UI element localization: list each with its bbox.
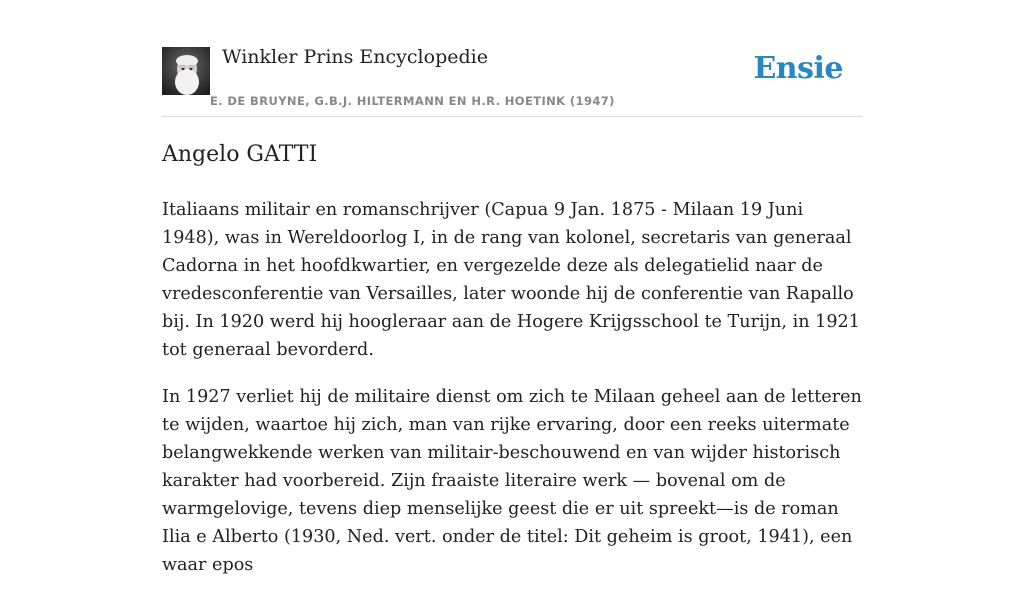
author-avatar-icon (162, 47, 210, 95)
ensie-logo[interactable]: Ensie (753, 51, 843, 86)
article-title: Angelo GATTI (162, 142, 318, 167)
site-header (162, 0, 862, 117)
article-paragraph-2: In 1927 verliet hij de militaire dienst om zich te Milaan geheel aan de letteren te wijden, waartoe hij zich, man van rijke ervaring, door een reeks uitermate belangwekkende werken van militair-beschouwend en van wijder historisch karakter had voorbereid. Zijn fraaiste literaire werk — bovenal om de warmgelovige, tevens diep menselijke geest die er uit spreekt—is de roman Ilia e Alberto (1930, Ned. vert. onder de titel: Dit geheim is groot, 1941), een waar epos (162, 387, 862, 575)
article-paragraph-1: Italiaans militair en romanschrijver (Capua 9 Jan. 1875 - Milaan 19 Juni 1948), was in Wereldoorlog I, in de rang van kolonel, secretaris van generaal Cadorna in het hoofdkwartier, en vergezelde deze als delegatielid naar de vredesconferentie van Versailles, later woonde hij de conferentie van Rapallo bij. In 1920 werd hij hoogleraar aan de Hogere Krijgsschool te Turijn, in 1921 tot generaal bevorderd. (162, 200, 860, 360)
authors-byline: E. DE BRUYNE, G.B.J. HILTERMANN EN H.R. HOETINK (1947) (210, 94, 615, 108)
article (162, 140, 862, 598)
site-title: Winkler Prins Encyclopedie (222, 46, 488, 68)
